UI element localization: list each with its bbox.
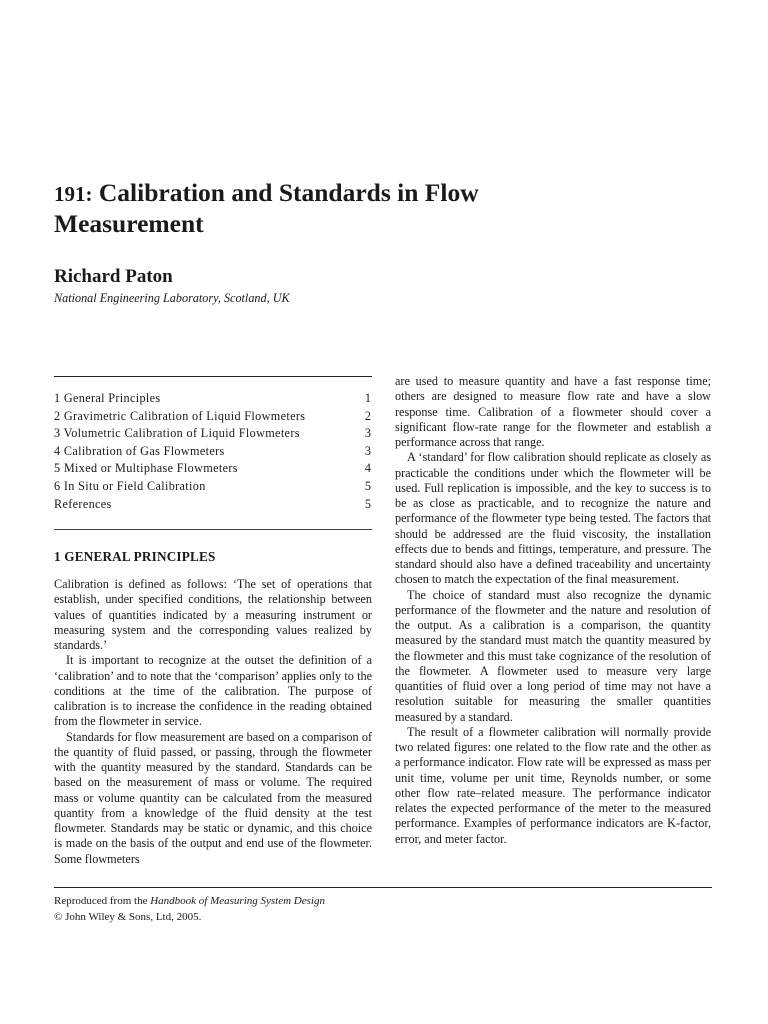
toc-entry[interactable]	[54, 478, 372, 496]
left-column-body	[54, 577, 372, 867]
article-number: 191:	[54, 182, 93, 206]
toc-entry[interactable]	[54, 408, 372, 426]
toc-entry-label: 2 Gravimetric Calibration of Liquid Flowmeters	[54, 408, 306, 423]
body-paragraph: A ‘standard’ for flow calibration should replicate as closely as practicable the conditions under which the flowmeter will be used. Full replication is impossible, and the key to success is to be as close as practicable, and to recognize the nature and performance of the flowmeter type being tested. The factors that should be addressed are the fluid viscosity, the installation effects due to bends and fittings, temperature, and pressure. The standard should also have a defined traceability and uncertainty chosen to match the expectation of the final measurement.	[395, 450, 711, 587]
body-paragraph: The result of a flowmeter calibration will normally provide two related figures: one related to the flow rate and the other as a performance indicator. Flow rate will be expressed as mass per unit time, volume per unit time, Reynolds number, or some other flow rate–related measure. The performance indicator relates the expected performance of the meter to the measured performance. Examples of performance indicators are K-factor, error, and meter factor.	[395, 724, 711, 846]
body-paragraph: Standards for flow measurement are based on a comparison of the quantity of fluid passed, or passing, through the flowmeter with the quantity measured by the standard. Standards can be based on the measurement of mass or volume. The required mass or volume quantity can be calculated from the measured quantity from a knowledge of the fluid density at the test flowmeter. Standards may be static or dynamic, and this choice is made on the basis of the output and end use of the flowmeter. Some flowmeters	[54, 729, 372, 866]
footer-copyright: © John Wiley & Sons, Ltd, 2005.	[54, 911, 202, 923]
footer-note	[54, 893, 325, 925]
toc-entry[interactable]	[54, 390, 372, 408]
toc-entry[interactable]	[54, 425, 372, 443]
toc-entry-label: 1 General Principles	[54, 391, 161, 405]
author-affiliation: National Engineering Laboratory, Scotland, UK	[54, 291, 290, 305]
toc-entry-page: 4	[364, 461, 371, 476]
footer-prefix: Reproduced from the	[54, 895, 151, 907]
section-heading: 1 GENERAL PRINCIPLES	[54, 549, 216, 564]
title-line-1: Calibration and Standards in Flow	[98, 178, 479, 207]
toc-entry-page: 3	[364, 443, 371, 458]
toc-entry-page: 5	[364, 496, 371, 511]
toc-entry-page: 2	[364, 408, 371, 423]
toc-entry[interactable]	[54, 496, 372, 514]
toc-entry[interactable]	[54, 443, 372, 461]
toc-entry-label: 4 Calibration of Gas Flowmeters	[54, 443, 225, 458]
footer-divider	[54, 887, 712, 888]
article-title	[54, 178, 674, 239]
toc-entry-page: 1	[364, 391, 371, 405]
footer-source-title: Handbook of Measuring System Design	[150, 895, 325, 907]
toc-entry-label: 5 Mixed or Multiphase Flowmeters	[54, 461, 238, 476]
body-paragraph: are used to measure quantity and have a fast response time; others are designed to measure flow rate and have a slow response time. Calibration of a flowmeter should cover a significant flow-rate range for the flowmeter and establish a performance across that range.	[395, 374, 711, 449]
toc-entry-page: 5	[364, 478, 371, 493]
author-name: Richard Paton	[54, 266, 173, 287]
toc-entry-label: References	[54, 496, 112, 511]
toc-entry[interactable]	[54, 460, 372, 478]
body-paragraph: Calibration is defined as follows: ‘The set of operations that establish, under specified conditions, the relationship between values of quantities indicated by a measuring instrument or measuring system and the corresponding values realized by standards.’	[54, 577, 372, 652]
body-paragraph: The choice of standard must also recognize the dynamic performance of the flowmeter and the nature and resolution of the output. As a calibration is a comparison, the quantity measured by the standard must match the quantity measured by the flowmeter and this must take cognizance of the resolution of the flowmeter. A flowmeter used to measure very large quantities of fluid over a long period of time may not have a resolution suitable for measuring the smaller quantities measured by a standard.	[395, 587, 711, 724]
toc-entry-page: 3	[364, 426, 371, 441]
toc-entry-label: 3 Volumetric Calibration of Liquid Flowmeters	[54, 426, 300, 441]
body-paragraph: It is important to recognize at the outset the definition of a ‘calibration’ and to note that the ‘comparison’ applies only to the conditions at the time of the calibration. The purpose of calibration is to increase the confidence in the reading obtained from the flowmeter in service.	[54, 653, 372, 729]
table-of-contents	[54, 376, 372, 530]
right-column-body	[395, 374, 711, 847]
title-line-2: Measurement	[54, 209, 204, 238]
toc-entry-label: 6 In Situ or Field Calibration	[54, 478, 206, 493]
